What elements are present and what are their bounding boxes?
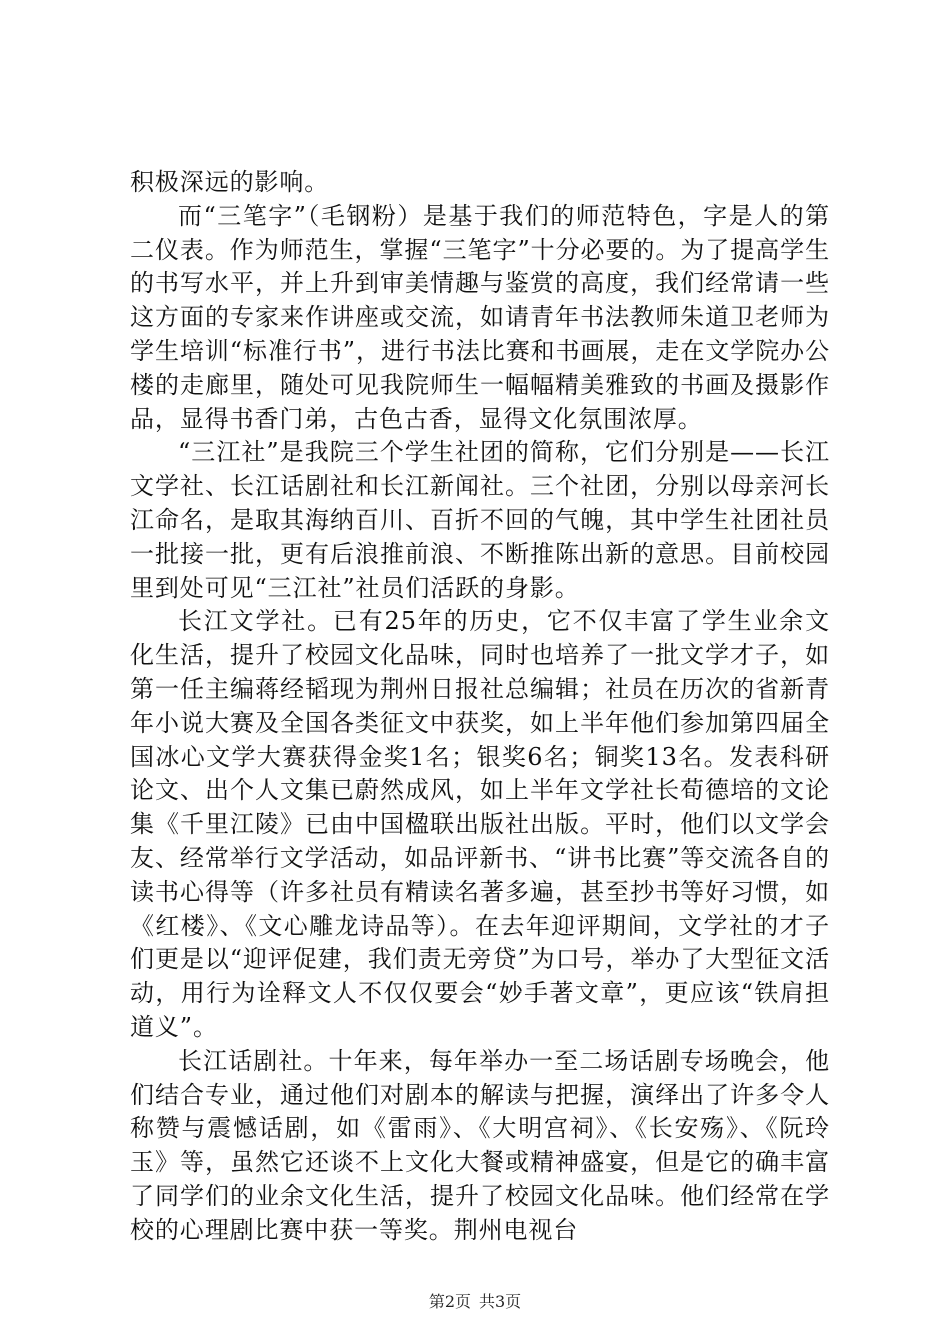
- page-footer: [0, 1292, 950, 1312]
- document-body: [130, 166, 830, 1248]
- page-number: 第2页: [428, 1292, 471, 1311]
- page-total: 共3页: [479, 1292, 522, 1311]
- paragraph-4: 长江文学社。已有25年的历史，它不仅丰富了学生业余文化生活，提升了校园文化品味，同时也培养了一批文学才子，如第一任主编蒋经韬现为荆州日报社总编辑；社员在历次的省新青年小说大赛及全国各类征文中获奖，如上半年他们参加第四届全国冰心文学大赛获得金奖1名；银奖6名；铜奖13名。发表科研论文、出个人文集已蔚然成风，如上半年文学社长荀德培的文论集《千里江陵》已由中国楹联出版社出版。平时，他们以文学会友、经常举行文学活动，如品评新书、“讲书比赛”等交流各自的读书心得等（许多社员有精读名著多遍，甚至抄书等好习惯，如《红楼》、《文心雕龙诗品等）。在去年迎评期间，文学社的才子们更是以“迎评促建，我们责无旁贷”为口号，举办了大型征文活动，用行为诠释文人不仅仅要会“妙手著文章”，更应该“铁肩担道义”。: [130, 607, 830, 1041]
- paragraph-5: 长江话剧社。十年来，每年举办一至二场话剧专场晚会，他们结合专业，通过他们对剧本的解读与把握，演绎出了许多令人称赞与震憾话剧，如《雷雨》、《大明宫祠》、《长安殇》、《阮玲玉》等，虽然它还谈不上文化大餐或精神盛宴，但是它的确丰富了同学们的业余文化生活，提升了校园文化品味。他们经常在学校的心理剧比赛中获一等奖。荆州电视台: [130, 1046, 830, 1244]
- paragraph-1: 积极深远的影响。: [130, 168, 330, 196]
- paragraph-2: 而“三笔字”（毛钢粉）是基于我们的师范特色，字是人的第二仪表。作为师范生，掌握“三笔字”十分必要的。为了提高学生的书写水平，并上升到审美情趣与鉴赏的高度，我们经常请一些这方面的专家来作讲座或交流，如请青年书法教师朱道卫老师为学生培训“标准行书”，进行书法比赛和书画展，走在文学院办公楼的走廊里，随处可见我院师生一幅幅精美雅致的书画及摄影作品，显得书香门弟，古色古香，显得文化氛围浓厚。: [130, 201, 830, 433]
- paragraph-3: “三江社”是我院三个学生社团的简称，它们分别是——长江文学社、长江话剧社和长江新闻社。三个社团，分别以母亲河长江命名，是取其海纳百川、百折不回的气魄，其中学生社团社员一批接一批，更有后浪推前浪、不断推陈出新的意思。目前校园里到处可见“三江社”社员们活跃的身影。: [130, 438, 830, 602]
